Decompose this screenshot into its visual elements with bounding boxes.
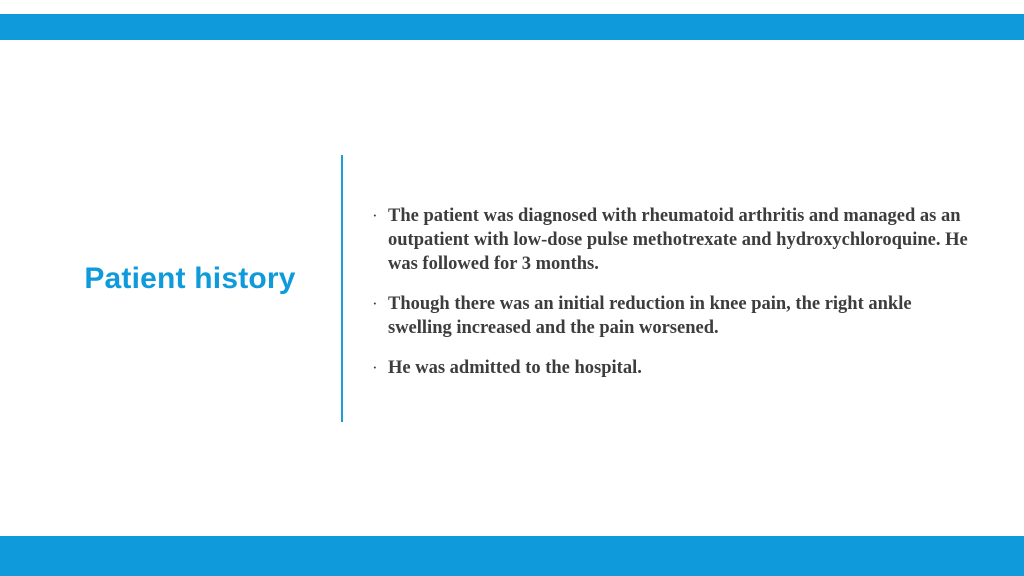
bullet-icon: · [372, 206, 378, 225]
vertical-divider [341, 155, 343, 422]
bottom-accent-bar [0, 536, 1024, 576]
bullet-icon: · [372, 294, 378, 313]
list-item [372, 356, 972, 380]
list-item [372, 204, 972, 276]
list-item-text: The patient was diagnosed with rheumatoid arthritis and managed as an outpatient with low-dose pulse methotrexate and hydroxychloroquine. He was followed for 3 months. [388, 206, 968, 274]
list-item-text: Though there was an initial reduction in knee pain, the right ankle swelling increased and the pain worsened. [388, 294, 912, 338]
bullet-icon: · [372, 358, 378, 377]
list-item [372, 292, 972, 340]
page-title: Patient history [84, 262, 296, 295]
list-item-text: He was admitted to the hospital. [388, 358, 642, 378]
top-accent-bar [0, 14, 1024, 40]
bullet-list [372, 204, 972, 396]
